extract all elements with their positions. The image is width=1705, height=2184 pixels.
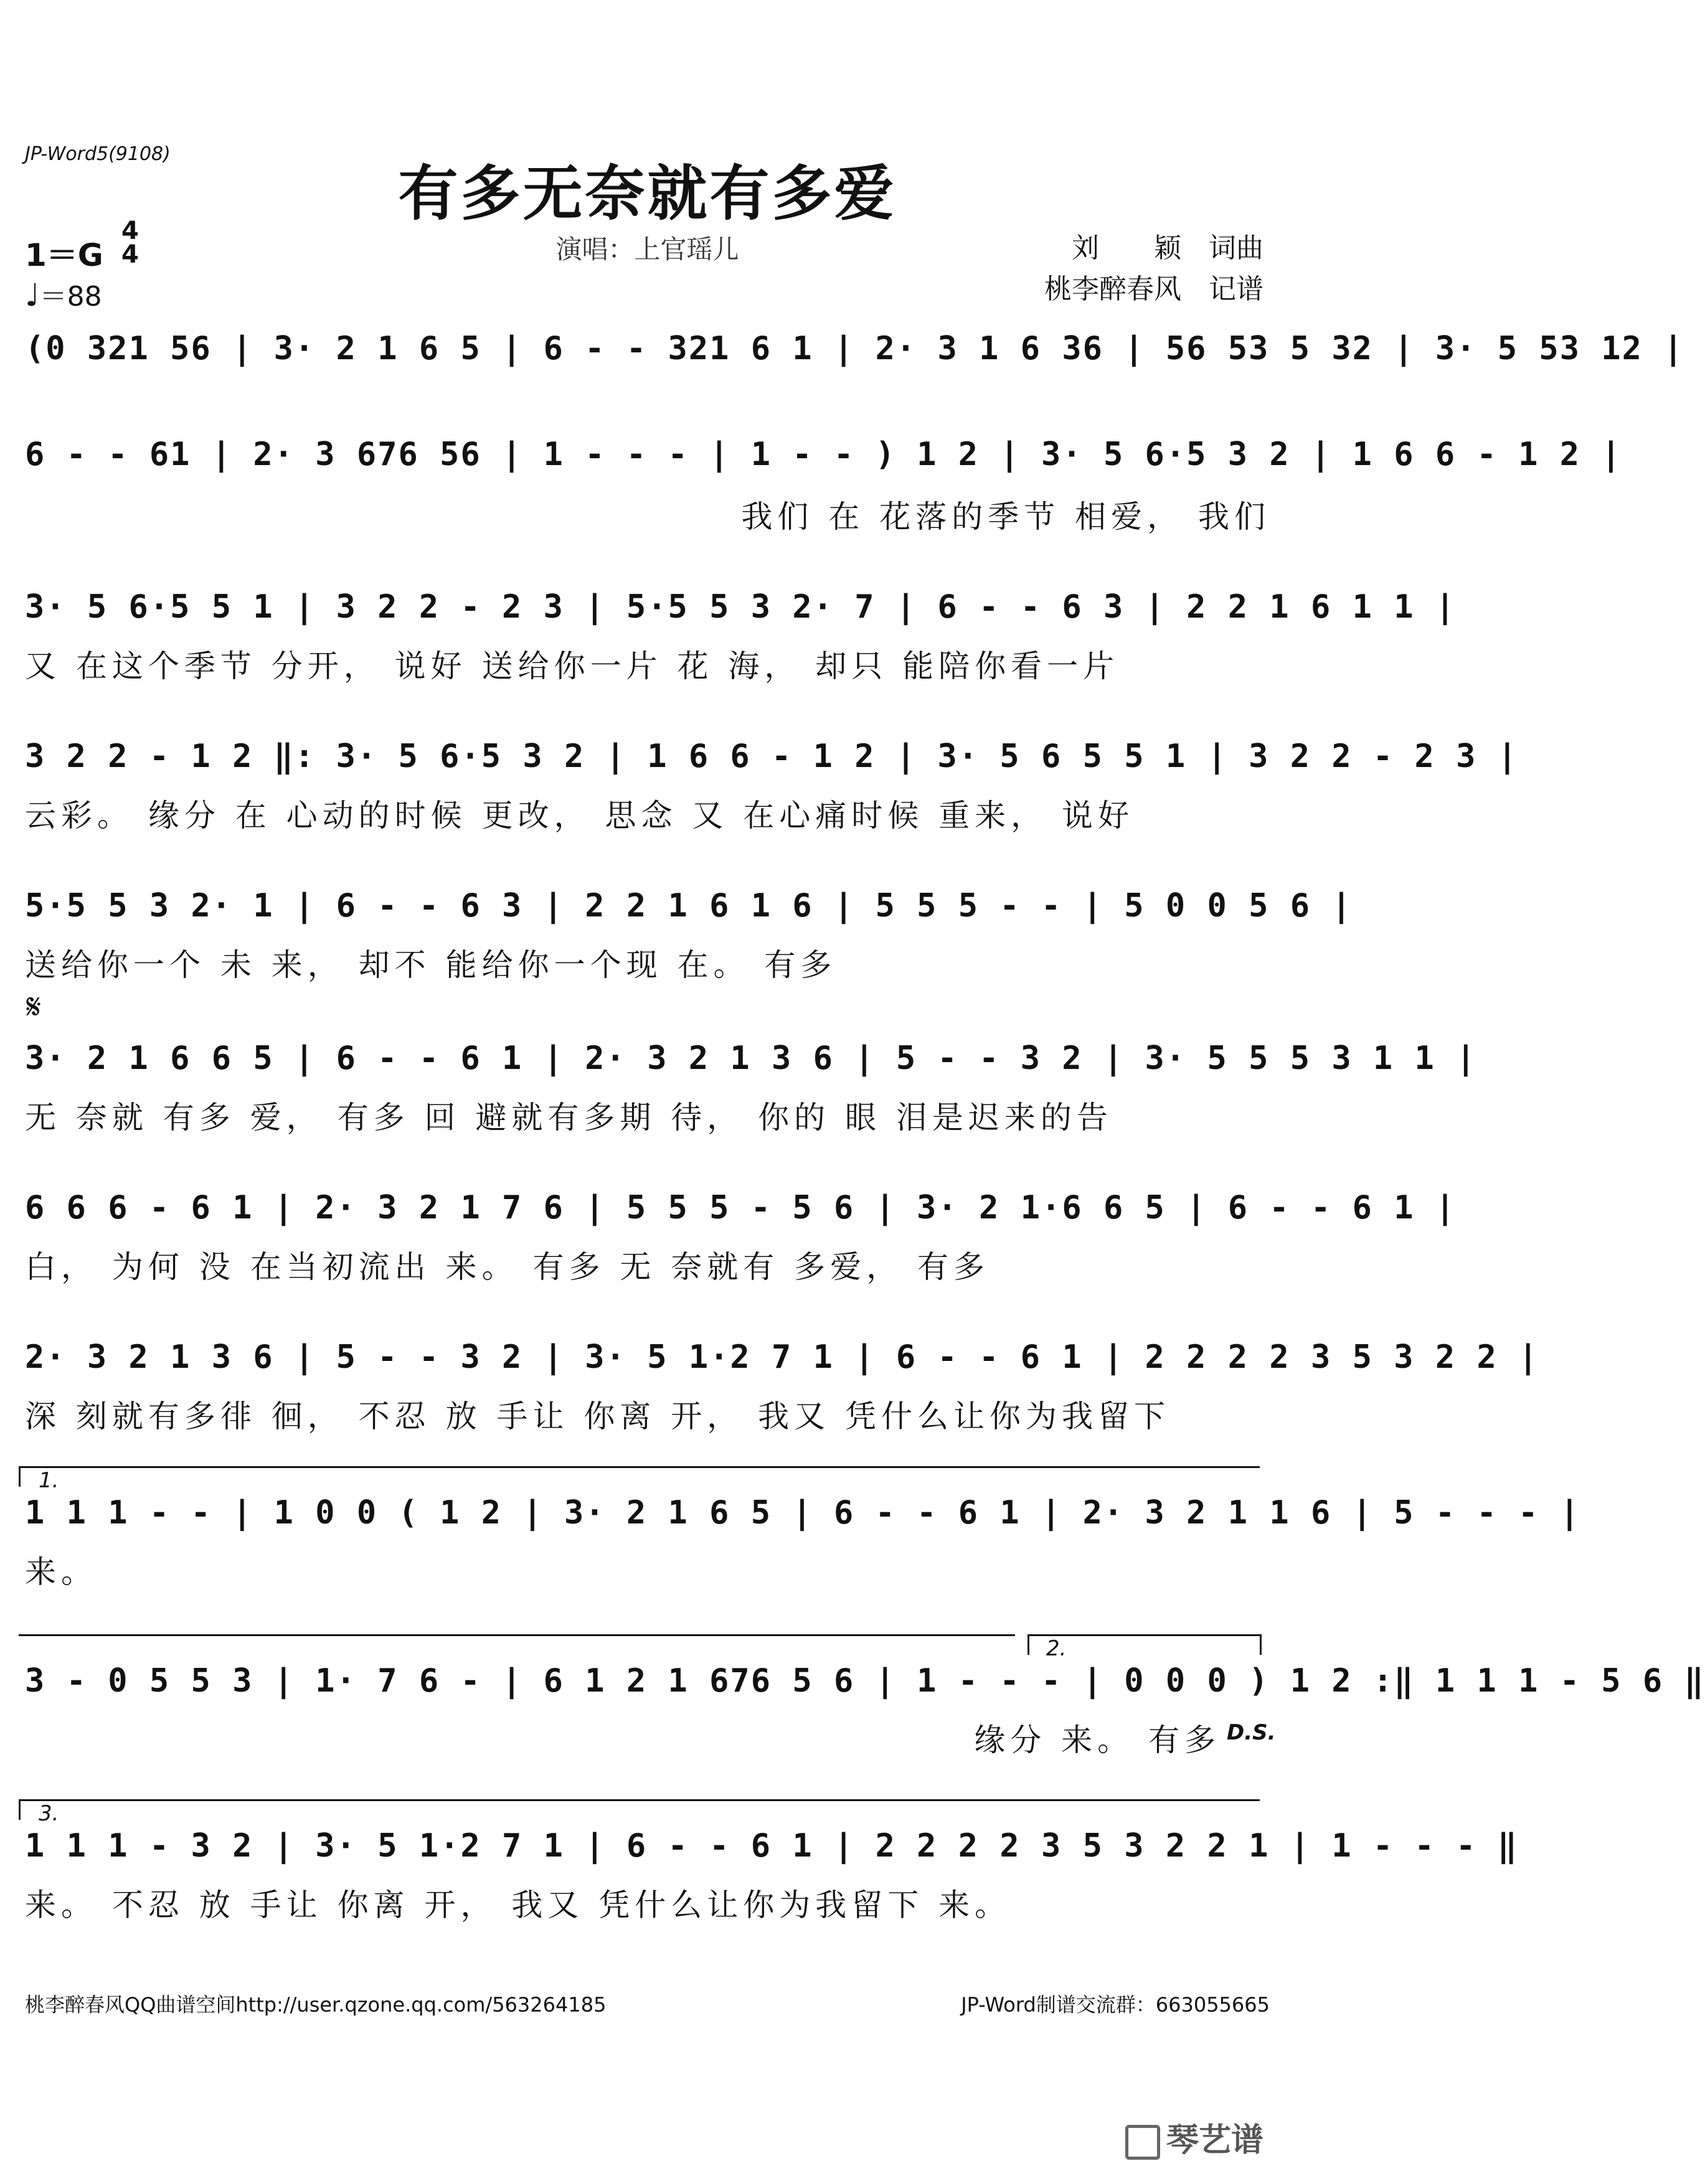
lyric-line-4: 云彩。 缘分 在 心动的时候 更改， 思念 又 在心痛时候 重来， 说好 (25, 798, 1135, 834)
score-system-5: 5·5 5 3 2· 1 | 6 - - 6 3 | 2 2 1 6 1 6 | 5 5 5 - - | 5 0 0 5 6 | (25, 887, 1353, 925)
lyric-line-3: 又 在这个季节 分开， 说好 送给你一片 花 海， 却只 能陪你看一片 (25, 648, 1120, 684)
quarter-note-icon: ♩ (25, 277, 40, 313)
meter-bottom: 4 (121, 240, 139, 269)
volta-bracket-1 (19, 1466, 1260, 1487)
song-title: 有多无奈就有多爱 (398, 159, 897, 228)
time-signature (121, 217, 139, 269)
separator-line (19, 1634, 1015, 1655)
lyric-line-10: 缘分 来。 有多 (974, 1722, 1221, 1758)
score-system-4: 3 2 2 - 1 2 ‖: 3· 5 6·5 3 2 | 1 6 6 - 1 2 | 3· 5 6 5 5 1 | 3 2 2 - 2 3 | (25, 738, 1519, 775)
segno-sign: 𝄋 (26, 987, 42, 1027)
software-version: JP-Word5(9108) (25, 143, 171, 165)
lyric-line-9: 来。 (25, 1554, 97, 1590)
singer: 演唱：上官瑶儿 (555, 234, 739, 265)
score-system-2: 6 - - 61 | 2· 3 676 56 | 1 - - - | 1 - - ) 1 2 | 3· 5 6·5 3 2 | 1 6 6 - 1 2 | (25, 436, 1622, 473)
lyric-line-2: 我们 在 花落的季节 相爱， 我们 (741, 499, 1270, 535)
tempo-marking (25, 274, 102, 314)
score-system-6: 3· 2 1 6 6 5 | 6 - - 6 1 | 2· 3 2 1 3 6 | 5 - - 3 2 | 3· 5 5 5 3 1 1 | (25, 1040, 1477, 1077)
score-system-7: 6 6 6 - 6 1 | 2· 3 2 1 7 6 | 5 5 5 - 5 6 | 3· 2 1·6 6 5 | 6 - - 6 1 | (25, 1189, 1457, 1226)
lyric-line-6: 无 奈就 有多 爱， 有多 回 避就有多期 待， 你的 眼 泪是迟来的告 (25, 1099, 1113, 1136)
volta-label-3: 3. (39, 1801, 59, 1826)
volta-label-2: 2. (1046, 1636, 1067, 1661)
brand-name: 琴艺谱 (1166, 2122, 1263, 2159)
score-system-11: 1 1 1 - 3 2 | 3· 5 1·2 7 1 | 6 - - 6 1 | 2 2 2 2 3 5 3 2 2 1 | 1 - - - ‖ (25, 1827, 1519, 1865)
lyric-line-8: 深 刻就有多徘 徊， 不忍 放 手让 你离 开， 我又 凭什么让你为我留下 (25, 1398, 1171, 1434)
credit-lyrics-music: 刘 颖 词曲 (1072, 232, 1263, 264)
footer-group-info: JP-Word制谱交流群：663055665 (961, 1993, 1270, 2017)
lyric-line-5: 送给你一个 未 来， 却不 能给你一个现 在。 有多 (25, 947, 837, 983)
volta-bracket-3 (19, 1799, 1260, 1820)
score-system-1: (0 321 56 | 3· 2 1 6 5 | 6 - - 321 6 1 | 2· 3 1 6 36 | 56 53 5 32 | 3· 5 53 12 | (25, 330, 1684, 367)
score-system-9: 1 1 1 - - | 1 0 0 ( 1 2 | 3· 2 1 6 5 | 6 - - 6 1 | 2· 3 2 1 1 6 | 5 - - - | (25, 1494, 1580, 1532)
score-system-3: 3· 5 6·5 5 1 | 3 2 2 - 2 3 | 5·5 5 3 2· 7 | 6 - - 6 3 | 2 2 1 6 1 1 | (25, 588, 1457, 626)
dal-segno-mark: D.S. (1227, 1720, 1276, 1745)
volta-label-1: 1. (39, 1468, 59, 1493)
score-system-10: 3 - 0 5 5 3 | 1· 7 6 - | 6 1 2 1 676 5 6 | 1 - - - | 0 0 0 ) 1 2 :‖ 1 1 1 - 5 6 ‖ (25, 1662, 1705, 1700)
meter-top: 4 (121, 217, 139, 245)
tempo-value: ＝88 (39, 281, 102, 313)
lyric-line-11: 来。 不忍 放 手让 你离 开， 我又 凭什么让你为我留下 来。 (25, 1887, 1011, 1923)
brand-logo (1125, 2114, 1263, 2160)
score-system-8: 2· 3 2 1 3 6 | 5 - - 3 2 | 3· 5 1·2 7 1 | 6 - - 6 1 | 2 2 2 2 3 5 3 2 2 | (25, 1339, 1539, 1376)
key-signature: 1＝G (25, 237, 103, 273)
lyric-line-7: 白， 为何 没 在当初流出 来。 有多 无 奈就有 多爱， 有多 (25, 1249, 990, 1285)
credit-transcriber: 桃李醉春风 记谱 (1044, 273, 1263, 305)
brand-icon (1125, 2125, 1160, 2160)
footer-qzone-link: 桃李醉春风QQ曲谱空间http://user.qzone.qq.com/563264185 (25, 1993, 607, 2017)
